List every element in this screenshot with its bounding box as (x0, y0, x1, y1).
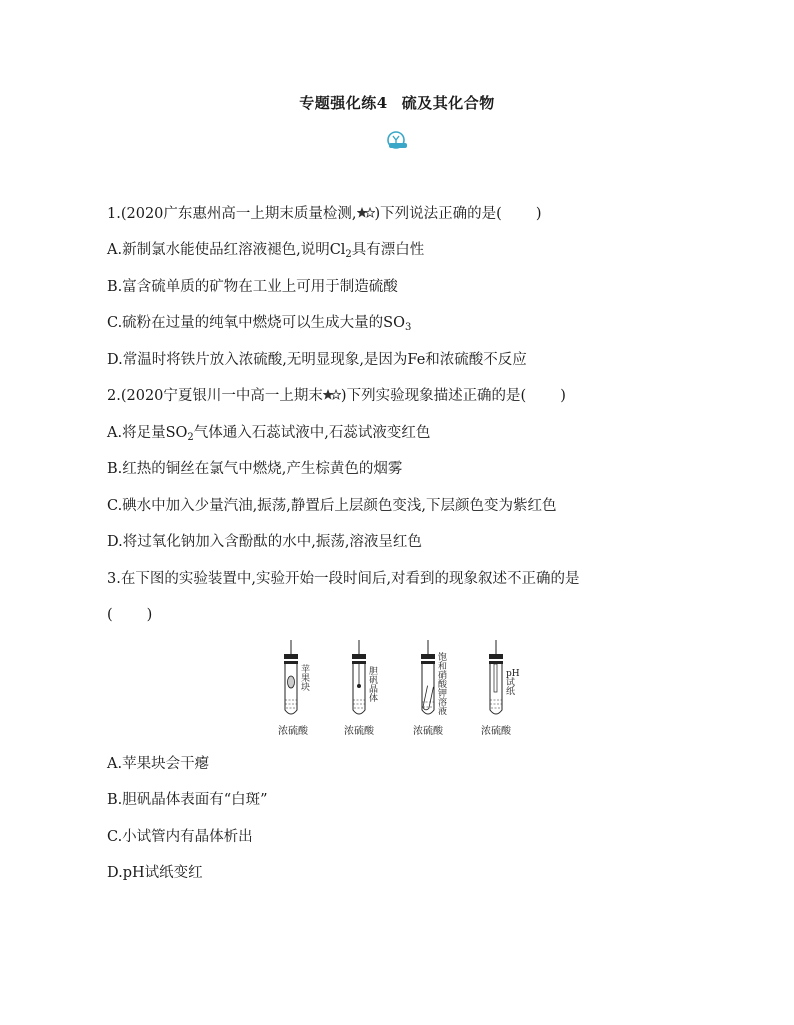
question-3-stem: 3.在下图的实验装置中,实验开始一段时间后,对看到的现象叙述不正确的是 (107, 571, 580, 587)
question-2-option-d[interactable]: D.将过氧化钠加入含酚酞的水中,振荡,溶液呈红色 (107, 534, 422, 550)
question-3-option-d[interactable]: D.pH试纸变红 (107, 865, 203, 881)
video-badge-icon[interactable] (385, 130, 409, 150)
difficulty-stars-icon (357, 207, 375, 219)
page-title-sub: 硫及其化合物 (401, 94, 495, 112)
caption-conc-sulfuric-acid: 浓硫酸 (481, 726, 511, 737)
tube-blue-vitriol (352, 640, 366, 714)
tube-ph-paper (489, 640, 503, 714)
tube-apple (284, 640, 298, 714)
question-3-option-a[interactable]: A.苹果块会干瘪 (107, 756, 210, 772)
question-3-option-c[interactable]: C.小试管内有晶体析出 (107, 829, 253, 845)
label-ph-paper: pH试纸 (506, 669, 520, 697)
label-potassium-nitrate: 饱和硝酸钾溶液 (438, 653, 448, 717)
caption-conc-sulfuric-acid: 浓硫酸 (344, 726, 374, 737)
question-2-option-b[interactable]: B.红热的铜丝在氯气中燃烧,产生棕黄色的烟雾 (107, 461, 403, 477)
label-apple-block: 苹果块 (301, 665, 311, 693)
question-1-stem: 1.(2020广东惠州高一上期末质量检测, )下列说法正确的是( ) (107, 206, 542, 222)
question-1-option-c[interactable]: C.硫粉在过量的纯氧中燃烧可以生成大量的$SO_3$ (107, 315, 412, 333)
caption-conc-sulfuric-acid: 浓硫酸 (413, 726, 443, 737)
question-1-option-a[interactable]: A.新制氯水能使品红溶液褪色,说明$Cl_2$具有漂白性 (107, 242, 425, 260)
question-2-stem: 2.(2020宁夏银川一中高一上期末 )下列实验现象描述正确的是( ) (107, 388, 566, 404)
experiment-figure (268, 636, 528, 740)
question-3-option-b[interactable]: B.胆矾晶体表面有“白斑” (107, 792, 268, 808)
question-1-option-d[interactable]: D.常温时将铁片放入浓硫酸,无明显现象,是因为Fe和浓硫酸不反应 (107, 352, 527, 368)
caption-conc-sulfuric-acid: 浓硫酸 (278, 726, 308, 737)
page-title-main: 专题强化练4 (299, 94, 388, 112)
difficulty-stars-icon (323, 389, 341, 401)
question-2-option-a[interactable]: A.将足量$SO_2$气体通入石蕊试液中,石蕊试液变红色 (107, 425, 431, 443)
question-3-stem-paren: ( ) (107, 607, 153, 623)
page-title (0, 92, 794, 113)
label-blue-vitriol: 胆矾晶体 (369, 667, 379, 704)
tube-potassium-nitrate (421, 640, 435, 714)
question-1-option-b[interactable]: B.富含硫单质的矿物在工业上可用于制造硫酸 (107, 279, 398, 295)
question-2-option-c[interactable]: C.碘水中加入少量汽油,振荡,静置后上层颜色变浅,下层颜色变为紫红色 (107, 498, 557, 514)
